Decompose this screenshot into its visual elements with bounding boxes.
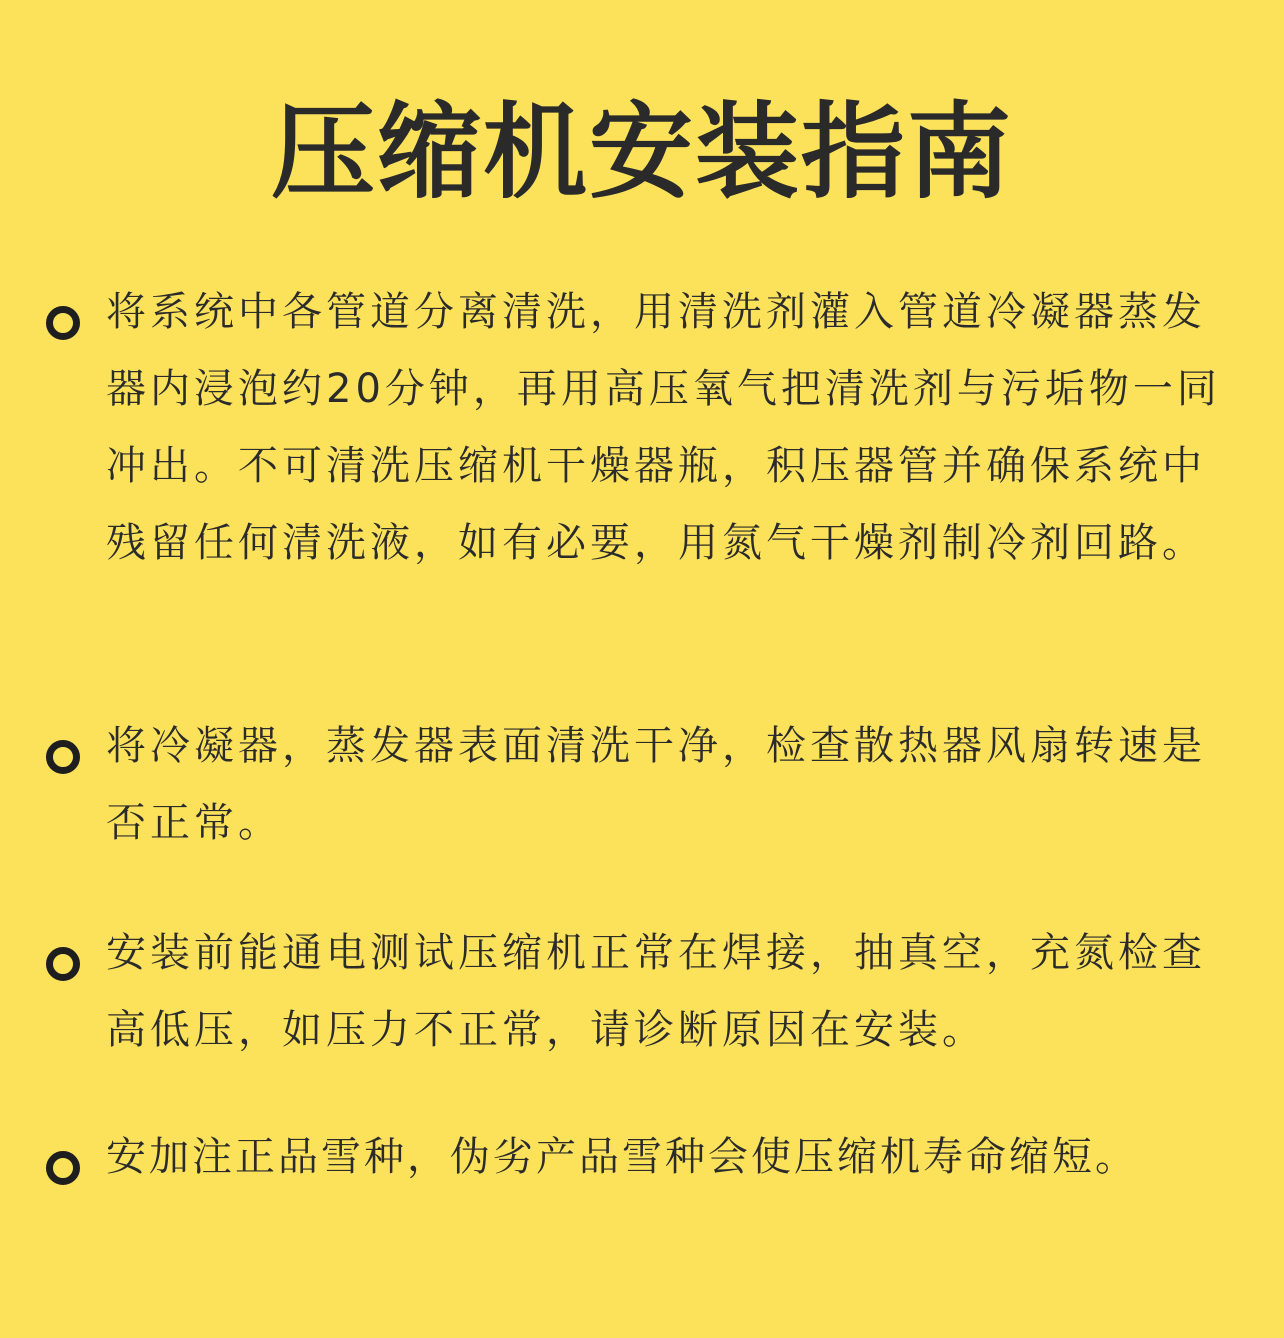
list-item-text: 安加注正品雪种，伪劣产品雪种会使压缩机寿命缩短。	[106, 1134, 1138, 1180]
list-item-text: 将冷凝器，蒸发器表面清洗干净，检查散热器风扇转速是否正常。	[106, 723, 1206, 846]
circle-bullet-icon	[46, 740, 80, 774]
page-title: 压缩机安装指南	[270, 91, 1013, 213]
list-item-text: 将系统中各管道分离清洗，用清洗剂灌入管道冷凝器蒸发器内浸泡约20分钟，再用高压氧气把清洗剂与污垢物一同冲出。不可清洗压缩机干燥器瓶，积压器管并确保系统中残留任何清洗液，如有必要，用氮气干燥剂制冷剂回路。	[106, 289, 1221, 566]
list-item-text: 安装前能通电测试压缩机正常在焊接，抽真空，充氮检查高低压，如压力不正常，请诊断原因在安装。	[106, 930, 1206, 1053]
circle-bullet-icon	[46, 306, 80, 340]
circle-bullet-icon	[46, 947, 80, 981]
circle-bullet-icon	[46, 1151, 80, 1185]
